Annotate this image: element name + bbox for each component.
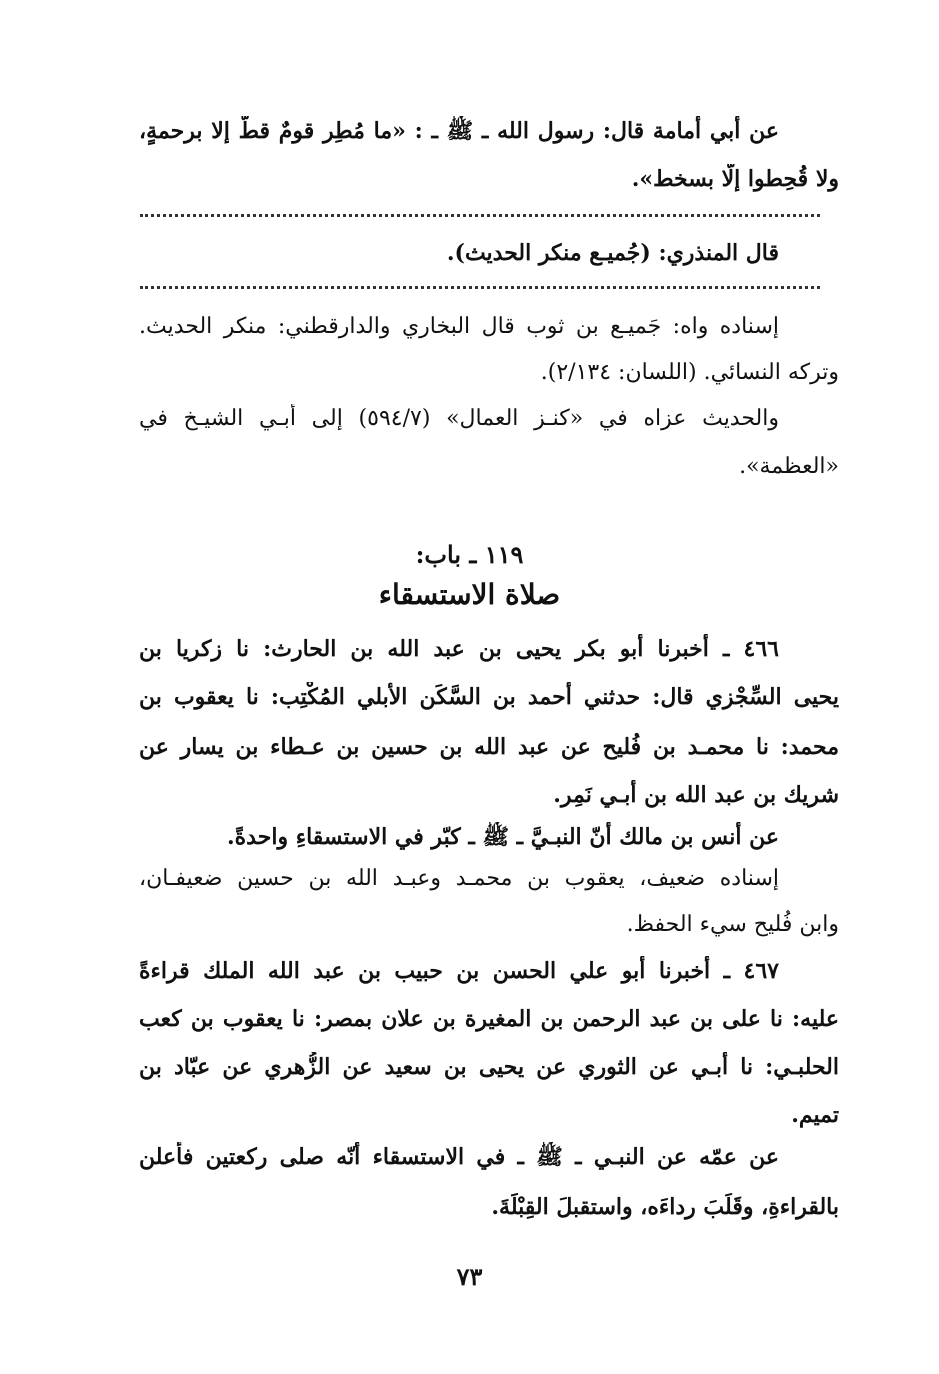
commentary-line: وتركه النسائي. (اللسان: ٢/١٣٤). xyxy=(540,360,839,385)
hadith-text-line: تميم. xyxy=(791,1102,839,1128)
hadith-text-line: محمد: نا محمـد بن فُليح عن عبد الله بن حسين بن عـطاء بن يسار عن xyxy=(139,734,839,760)
commentary-line: والحديث عزاه في «كنـز العمال» (٥٩٤/٧) إلى أبـي الشيـخ في xyxy=(139,406,779,431)
hadith-note-line: وابن فُليح سيء الحفظ. xyxy=(626,912,839,937)
hadith-text-line: ٤٦٧ ـ أخبرنا أبو علي الحسن بن حبيب بن عبد الله الملك قراءةً xyxy=(139,958,779,984)
hadith-text-line: الحلبـي: نا أبـي عن الثوري عن يحيى بن سعيد عن الزُّهري عن عبّاد بن xyxy=(139,1054,839,1080)
hadith-text-line: عن أنس بن مالك أنّ النبـيَّ ـ ﷺ ـ كبّر في الاستسقاءِ واحدةً. xyxy=(227,824,779,850)
hadith-text-line: ولا قُحِطوا إلّا بسخط». xyxy=(631,166,839,192)
commentary-line: إسناده واه: جَميـع بن ثوب قال البخاري والدارقطني: منكر الحديث. xyxy=(139,314,779,339)
hadith-text-line: ٤٦٦ ـ أخبرنا أبو بكر يحيى بن عبد الله بن الحارث: نا زكريا بن xyxy=(139,636,779,662)
dotted-divider xyxy=(140,286,820,293)
chapter-number: ١١٩ ـ باب: xyxy=(415,540,524,569)
dotted-divider xyxy=(140,214,820,221)
hadith-text-line: شريك بن عبد الله بن أبـي نَمِر. xyxy=(553,782,839,808)
page-number: ٧٣ xyxy=(456,1262,483,1291)
commentary-line: «العظمة». xyxy=(739,454,839,479)
hadith-text-line: عن عمّه عن النبـي ـ ﷺ ـ في الاستسقاء أنّه صلى ركعتين فأعلن xyxy=(139,1144,779,1170)
hadith-text-line: عن أبي أمامة قال: رسول الله ـ ﷺ ـ : «ما مُطِر قومٌ قطُّ إلا برحمةٍ، xyxy=(139,118,779,144)
hadith-text-line: عليه: نا على بن عبد الرحمن بن المغيرة بن علان بمصر: نا يعقوب بن كعب xyxy=(139,1006,839,1032)
hadith-note-line: إسناده ضعيف، يعقوب بن محمـد وعبـد الله بن حسين ضعيفـان، xyxy=(139,866,779,891)
hadith-text-line: بالقراءةِ، وقَلَبَ رداءَه، واستقبلَ القِبْلَةَ. xyxy=(491,1194,839,1220)
chapter-title: صلاة الاستسقاء xyxy=(378,578,561,611)
hadith-text-line: يحيى السِّجْزي قال: حدثني أحمد بن السَّكَن الأبلي المُكْتِب: نا يعقوب بن xyxy=(139,684,839,710)
mundhiri-quote: قال المنذري: (جُميـع منكر الحديث). xyxy=(446,240,779,266)
